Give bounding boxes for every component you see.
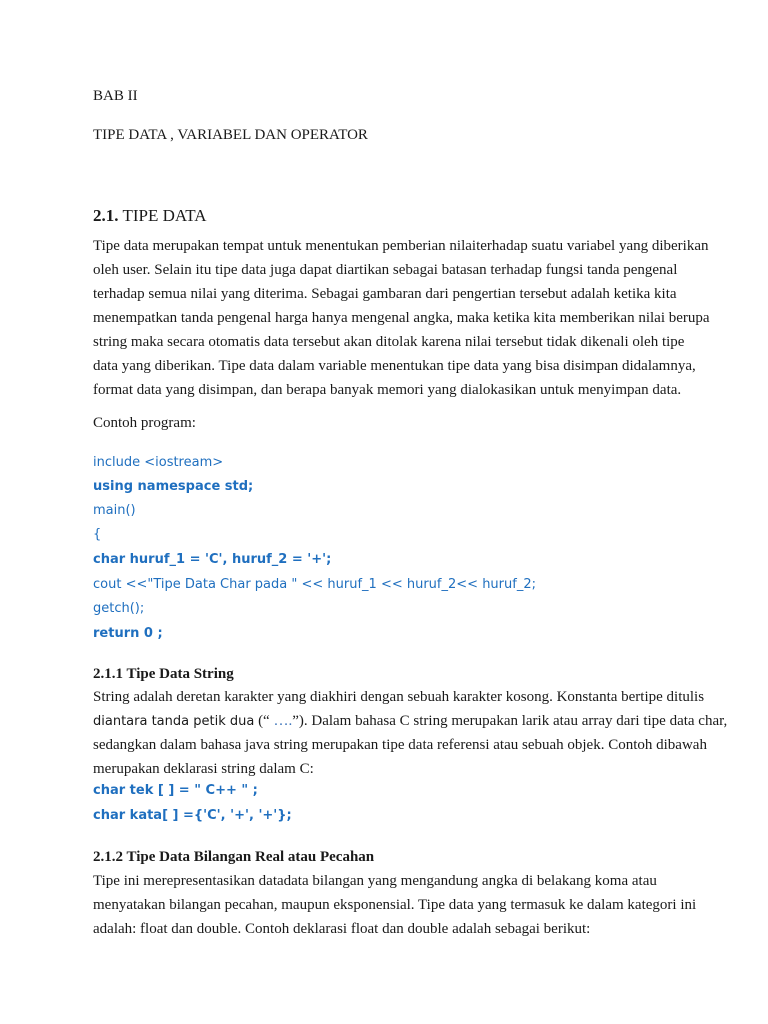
- paragraph-line: format data yang disimpan, dan berapa banyak memori yang dialokasikan untuk menyimpan data.: [93, 382, 682, 398]
- paragraph-line: terhadap semua nilai yang diterima. Sebagai gambaran dari pengertian tersebut adalah ketika kita: [93, 286, 677, 302]
- paragraph-line: data yang diberikan. Tipe data dalam variable menentukan tipe data yang bisa disimpan didalamnya,: [93, 358, 696, 374]
- paragraph-line: adalah: float dan double. Contoh deklarasi float dan double adalah sebagai berikut:: [93, 921, 591, 937]
- document-page: [93, 0, 728, 1024]
- paragraph-line: oleh user. Selain itu tipe data juga dapat diartikan sebagai batasan terhadap fungsi tanda pengenal: [93, 262, 678, 278]
- section-heading-2-1-2: 2.1.2 Tipe Data Bilangan Real atau Pecahan: [93, 849, 375, 865]
- chapter-label: BAB II: [93, 88, 138, 104]
- code-line: char tek [ ] = " C++ " ;: [93, 783, 258, 798]
- code-line: return 0 ;: [93, 626, 163, 641]
- chapter-title: TIPE DATA , VARIABEL DAN OPERATOR: [93, 127, 368, 143]
- paragraph-line: sedangkan dalam bahasa java string merupakan tipe data referensi atau sebuah objek. Contoh dibawah: [93, 737, 707, 753]
- section-heading-2-1-1: 2.1.1 Tipe Data String: [93, 666, 234, 682]
- paragraph-line: menempatkan tanda pengenal harga hanya mengenal angka, maka ketika kita memberikan nilai berupa: [93, 310, 710, 326]
- paragraph-line: String adalah deretan karakter yang diakhiri dengan sebuah karakter kosong. Konstanta bertipe ditulis: [93, 689, 705, 705]
- code-line: cout <<"Tipe Data Char pada " << huruf_1 << huruf_2<< huruf_2;: [93, 577, 536, 592]
- inline-text: (“: [254, 713, 274, 729]
- inline-phrase: diantara tanda petik dua: [93, 714, 255, 729]
- paragraph-line: [93, 711, 727, 732]
- section-number: 2.1.: [93, 206, 119, 225]
- paragraph-line: string maka secara otomatis data tersebut akan ditolak karena nilai tersebut tidak dikenali oleh tipe: [93, 334, 685, 350]
- code-line: using namespace std;: [93, 479, 254, 494]
- paragraph-line: Tipe data merupakan tempat untuk menentukan pemberian nilaiterhadap suatu variabel yang diberikan: [93, 238, 709, 254]
- inline-text: ”). Dalam bahasa C string merupakan larik atau array dari tipe data char,: [292, 713, 728, 729]
- paragraph-line: Tipe ini merepresentasikan datadata bilangan yang mengandung angka di belakang koma atau: [93, 873, 657, 889]
- section-heading-2-1: [93, 206, 207, 226]
- paragraph-line: merupakan deklarasi string dalam C:: [93, 761, 314, 777]
- code-line: char huruf_1 = 'C', huruf_2 = '+';: [93, 552, 332, 567]
- code-line: {: [93, 527, 102, 542]
- ellipsis: ….: [273, 713, 293, 729]
- paragraph-line: menyatakan bilangan pecahan, maupun eksponensial. Tipe data yang termasuk ke dalam kategori ini: [93, 897, 697, 913]
- section-title: TIPE DATA: [118, 206, 207, 225]
- code-line: include <iostream>: [93, 455, 224, 470]
- code-line: char kata[ ] ={'C', '+', '+'};: [93, 808, 292, 823]
- example-label: Contoh program:: [93, 415, 196, 431]
- code-line: getch();: [93, 601, 145, 616]
- code-line: main(): [93, 503, 136, 518]
